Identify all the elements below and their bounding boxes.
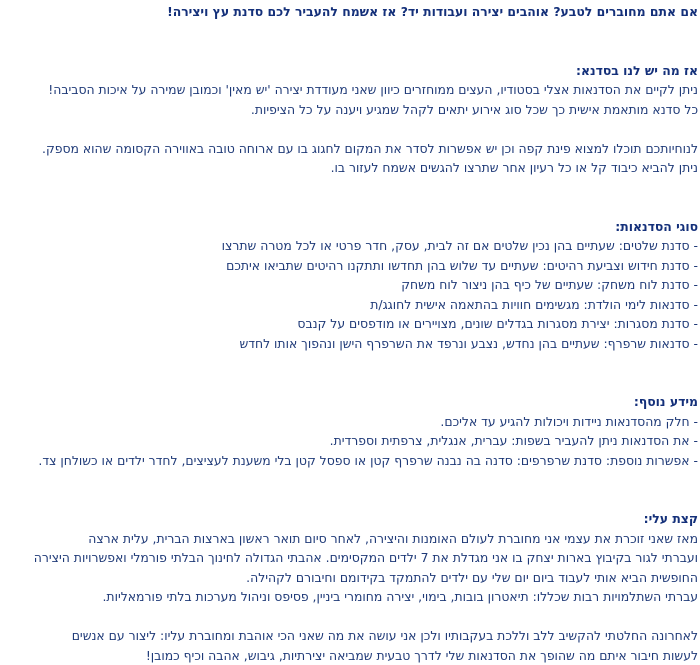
bio-heading: קצת עלי: [643, 511, 698, 526]
spacer [0, 119, 698, 139]
more-item: - את הסדנאות ניתן להעביר בשפות: עברית, אנגלית, צרפתית וספרדית. [329, 433, 698, 448]
bio-line: עברתי השתלמויות רבות שכללו: תיאטרון בובות, בימוי, יצירה מחומרי ביניין, פסיפס וניהול מערכות בלתי פורמאליות. [102, 589, 698, 604]
more-item: - חלק מהסדנאות ניידות ויכולות להגיע עד אליכם. [440, 413, 698, 429]
spacer [0, 470, 698, 509]
types-item: - סדנת שלטים: שעתיים בהן נכין שלטים אם זה לבית, עסק, חדר פרטי או לכל מטרה שתרצו [221, 238, 698, 253]
spacer [0, 178, 698, 217]
about-line: ניתן להביא כיבוד קל או כל רעיון אחר שתרצו להגשים אשמח לעזור בו. [330, 160, 698, 175]
types-item: - סדנת חידוש וצביעת רהיטים: שעתיים עד שלוש בהן תחדשו ותתקנו רהיטים שתביאו איתכם [226, 257, 698, 273]
types-heading: סוגי הסדנאות: [615, 218, 698, 234]
about-line: לנוחיותכם תוכלו למצוא פינת קפה וכן יש אפשרות לסדר את המקום לחגוג בו עם ארוחה טובה באווירה הקסומה שהוא מספק. [42, 140, 698, 156]
bio-line: לעשות חיבור איתם מה שהופך את הסדנאות שלי לדרך טבעית שמביאה יצירתיות, גיבוש, אהבה וכיף כמובן! [145, 647, 698, 663]
intro-title: אם אתם מחוברים לטבע? אוהבים יצירה ועבודות יד? אז אשמח להעביר לכם סדנת עץ ויצירה! [167, 4, 698, 19]
types-item: - סדנת מסגרות: יצירת מסגרות בגדלים שונים, מצויירים או מודפסים על קנבס [297, 316, 698, 331]
more-heading: מידע נוסף: [633, 394, 698, 409]
about-line: כל סדנא מותאמת אישית כך שכל סוג אירוע יתאים לקהל שמגיע ויענה על כל הציפיות. [250, 101, 698, 117]
about-line: ניתן לקיים את הסדנאות אצלי בסטודיו, העצים ממוחזרים כיוון שאני מעודדת יצירה 'יש מאין' וכמובן שמירה על איכות הסביבה! [48, 82, 698, 97]
bio-line: ועברתי לגור בקיבוץ בארות יצחק בו אני מגדלת את 7 ילדים המקסימים. אהבתי הגדולה לחינוך הבלתי פורמלי ואפשרויות היצירה [33, 550, 698, 565]
types-item: - סדנאות לימי הולדת: מגשימים חוויות בהתאמה אישית לחוגג/ת [370, 296, 698, 312]
about-heading: אז מה יש לנו בסדנא: [576, 62, 698, 78]
types-item: - סדנת לוח משחק: שעתיים של כיף בהן ניצור לוח משחק [401, 277, 698, 292]
bio-line: מאז שאני זוכרת את עצמי אני מחוברת לעולם האומנות והיצירה, לאחר סיום תואר ראשון בארצות הברית, עלית ארצה [88, 530, 698, 546]
bio-line: לאחרונה החלטתי להקשיב ללב וללכת בעקבותיו ולכן אני עושה את מה שאני הכי אוהבת ומחוברת עליו: ליצור עם אנשים [71, 628, 698, 643]
types-item: - סדנאות שרפרף: שעתיים בהן נחדש, נצבע ונרפד את השרפרף הישן ונהפוך אותו לחדש [239, 335, 698, 351]
spacer [0, 607, 698, 627]
spacer [0, 22, 698, 61]
bio-line: החופשית הביא אותי לעבוד ביום יום שלי עם ילדים להתמקד בקידומם וחיבורם לקהילה. [246, 569, 698, 585]
spacer [0, 353, 698, 392]
more-item: - אפשרות נוספת: סדנת שרפרפים: סדנה בה נבנה שרפרף קטן או ספסל קטן בלי משענת לעציצים, לחדר ילדים או כשולחן צד. [38, 452, 698, 468]
